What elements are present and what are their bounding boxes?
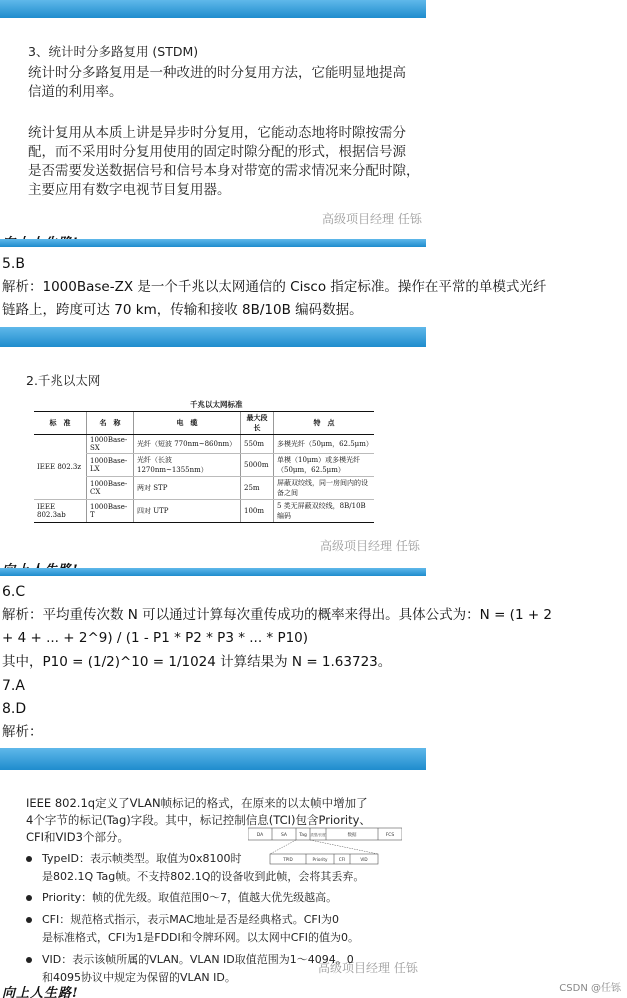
column-header: 最大段长 bbox=[241, 412, 274, 435]
bullet-dot bbox=[26, 895, 32, 901]
diagram-tci-field: Priority bbox=[312, 857, 328, 862]
table-cell: 屏蔽双绞线，同一房间内的设备之间 bbox=[274, 477, 375, 500]
explanation-6-line: + 4 + ... + 2^9) / (1 - P1 * P2 * P3 * ... * P10) bbox=[2, 630, 309, 646]
column-header: 特 点 bbox=[274, 412, 375, 435]
table-cell: IEEE 802.3z bbox=[34, 435, 87, 500]
slogan: 向上人生路! bbox=[2, 986, 79, 998]
diagram-tci-field: VID bbox=[360, 857, 368, 862]
diagram-field: 类型/长度 bbox=[310, 833, 326, 837]
table-cell: 四对 UTP bbox=[134, 500, 241, 523]
slide-paragraph-line: IEEE 802.1q定义了VLAN帧标记的格式，在原来的以太帧中增加了 bbox=[26, 796, 368, 810]
column-header: 名 称 bbox=[87, 412, 134, 435]
table-cell: 1000Base-T bbox=[87, 500, 134, 523]
table-cell: 光纤（短波 770nm~860nm） bbox=[134, 435, 241, 454]
table-cell: 1000Base-SX bbox=[87, 435, 134, 454]
slide-heading: 3、统计时分多路复用 (STDM) bbox=[28, 44, 199, 59]
table-row bbox=[34, 435, 374, 454]
table-cell: 100m bbox=[241, 500, 274, 523]
table-cell: 5000m bbox=[241, 454, 274, 477]
table-cell: IEEE 802.3ab bbox=[34, 500, 87, 523]
bullet-dot bbox=[26, 856, 32, 862]
slide-bottom-bar bbox=[0, 568, 426, 576]
slide-top-bar bbox=[0, 0, 426, 18]
slide-paragraph-line: 统计复用从本质上讲是异步时分复用，它能动态地将时隙按需分 bbox=[28, 125, 406, 141]
answer-5: 5.B bbox=[2, 256, 25, 272]
slide-paragraph-line: CFI和VID3个部分。 bbox=[26, 830, 129, 844]
table-cell: 两对 STP bbox=[134, 477, 241, 500]
slide-paragraph-line: 信道的利用率。 bbox=[28, 84, 123, 100]
watermark: 高级项目经理 任铄 bbox=[318, 961, 418, 975]
table-cell: 多模光纤（50μm，62.5μm） bbox=[274, 435, 375, 454]
explanation-5-line: 链路上，跨度可达 70 km，传输和接收 8B/10B 编码数据。 bbox=[2, 302, 363, 318]
table-cell: 1000Base-CX bbox=[87, 477, 134, 500]
slide-paragraph-line: 配，而不采用时分复用使用的固定时隙分配的形式，根据信号源 bbox=[28, 144, 406, 160]
slide-heading: 2.千兆以太网 bbox=[26, 373, 101, 388]
gigabit-ethernet-table bbox=[34, 411, 374, 523]
bullet-line: 和4095协议中规定为保留的VLAN ID。 bbox=[42, 971, 236, 984]
explanation-6-line: 其中，P10 = (1/2)^10 = 1/1024 计算结果为 N = 1.63723。 bbox=[2, 654, 392, 670]
diagram-tci-field: CFI bbox=[338, 857, 346, 862]
diagram-field: 数据 bbox=[347, 833, 357, 838]
slide-paragraph-line: 统计时分多路复用是一种改进的时分复用方法，它能明显地提高 bbox=[28, 65, 406, 81]
slide-paragraph-line: 4个字节的标记(Tag)字段。其中，标记控制信息(TCI)包含Priority、 bbox=[26, 813, 371, 827]
column-header: 电 缆 bbox=[134, 412, 241, 435]
table-cell: 1000Base-LX bbox=[87, 454, 134, 477]
table-cell: 光纤（长波 1270nm~1355nm） bbox=[134, 454, 241, 477]
bullet-dot bbox=[26, 917, 32, 923]
csdn-footer: CSDN @任铄 bbox=[559, 983, 621, 994]
diagram-tci-field: TPID bbox=[283, 857, 293, 862]
diagram-field: Tag bbox=[299, 833, 307, 838]
slide-stdm bbox=[0, 0, 426, 247]
table-cell: 550m bbox=[241, 435, 274, 454]
bullet-line: 是802.1Q Tag帧。不支持802.1Q的设备收到此帧，会将其丢弃。 bbox=[42, 870, 365, 883]
table-cell: 25m bbox=[241, 477, 274, 500]
answer-8: 8.D bbox=[2, 701, 27, 717]
bullet-line: VID：表示该帧所属的VLAN。VLAN ID取值范围为1～4094。0 bbox=[42, 953, 354, 966]
watermark: 高级项目经理 任铄 bbox=[322, 212, 422, 226]
watermark: 高级项目经理 任铄 bbox=[320, 539, 420, 553]
answer-7: 7.A bbox=[2, 678, 25, 694]
slide-bottom-bar bbox=[0, 239, 426, 247]
table-cell: 单模（10μm）或多模光纤（50μm，62.5μm） bbox=[274, 454, 375, 477]
vlan-frame-diagram bbox=[248, 826, 402, 874]
diagram-field: DA bbox=[256, 833, 264, 838]
explanation-6-line: 解析：平均重传次数 N 可以通过计算每次重传成功的概率来得出。具体公式为：N = (1 + 2 bbox=[2, 607, 553, 623]
bullet-line: 是标准格式，CFI为1是FDDI和令牌环网。以太网中CFI的值为0。 bbox=[42, 931, 360, 944]
table-title: 千兆以太网标准 bbox=[190, 400, 243, 409]
table-row bbox=[34, 500, 374, 523]
explanation-5-line: 解析：1000Base-ZX 是一个千兆以太网通信的 Cisco 指定标准。操作在平常的单模式光纤 bbox=[2, 279, 547, 295]
bullet-line: CFI：规范格式指示，表示MAC地址是否是经典格式。CFI为0 bbox=[42, 913, 340, 926]
bullet-line: TypeID：表示帧类型。取值为0x8100时 bbox=[42, 852, 242, 865]
slide-paragraph-line: 主要应用有数字电视节目复用器。 bbox=[28, 182, 231, 198]
slide-top-bar bbox=[0, 327, 426, 347]
diagram-field: FCS bbox=[385, 833, 395, 838]
explanation-8-label: 解析： bbox=[2, 724, 43, 740]
bullet-line: Priority：帧的优先级。取值范围0～7，值越大优先级越高。 bbox=[42, 891, 338, 904]
column-header: 标 准 bbox=[34, 412, 87, 435]
table-cell: 5 类无屏蔽双绞线，8B/10B 编码 bbox=[274, 500, 375, 523]
slide-top-bar bbox=[0, 748, 426, 770]
diagram-field: SA bbox=[280, 833, 288, 838]
bullet-dot bbox=[26, 957, 32, 963]
answer-6: 6.C bbox=[2, 584, 26, 600]
slide-paragraph-line: 是否需要发送数据信号和信号本身对带宽的需求情况来分配时隙， bbox=[28, 163, 420, 179]
